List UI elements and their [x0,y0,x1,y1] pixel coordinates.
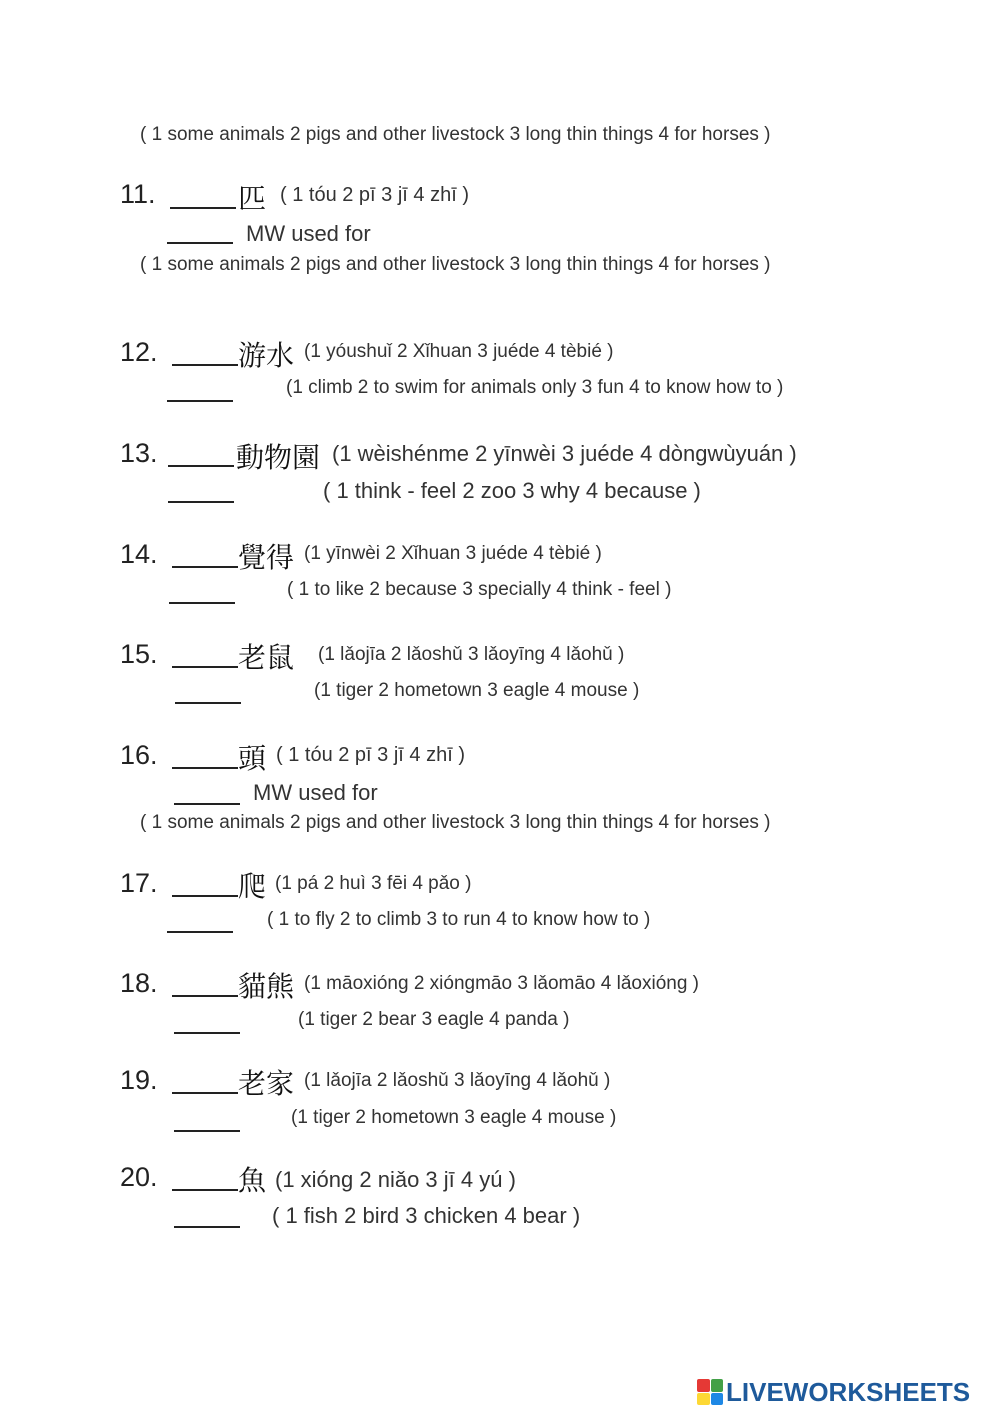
meaning-options: ( 1 some animals 2 pigs and other livestock 3 long thin things 4 for horses ) [140,254,771,275]
question-number: 12. [120,337,158,367]
question-number: 18. [120,968,158,998]
pinyin-options: (1 lǎojīa 2 lǎoshǔ 3 lǎoyīng 4 lǎohǔ ) [318,644,625,665]
answer-blank[interactable] [172,364,238,366]
pinyin-options: (1 māoxióng 2 xióngmāo 3 lǎomāo 4 lǎoxióng ) [304,973,700,994]
meaning-answer-blank[interactable] [169,602,235,604]
question-number: 11. [120,179,156,209]
meaning-answer-blank[interactable] [168,501,234,503]
question-number: 17. [120,868,158,898]
question-number: 15. [120,639,158,669]
meaning-options: (1 tiger 2 bear 3 eagle 4 panda ) [298,1009,570,1030]
question-number: 19. [120,1065,158,1095]
answer-blank[interactable] [168,465,234,467]
logo-text: LIVEWORKSHEETS [726,1376,971,1407]
question-characters: 動物園 [236,441,321,474]
answer-blank[interactable] [172,566,238,568]
pinyin-options: (1 yóushuǐ 2 Xǐhuan 3 juéde 4 tèbié ) [304,341,614,362]
question-number: 20. [120,1162,158,1192]
question-characters: 游水 [238,339,295,372]
answer-blank[interactable] [172,1189,238,1191]
answer-blank[interactable] [172,1092,238,1094]
answer-blank[interactable] [170,207,236,209]
answer-blank[interactable] [172,767,238,769]
question-number: 13. [120,438,158,468]
question-number: 14. [120,539,158,569]
question-characters: 爬 [238,870,267,903]
liveworksheets-logo[interactable] [697,1377,970,1407]
meaning-answer-blank[interactable] [174,1130,240,1132]
meaning-options: ( 1 fish 2 bird 3 chicken 4 bear ) [272,1203,581,1228]
pinyin-options: ( 1 tóu 2 pī 3 jī 4 zhī ) [280,184,469,206]
question-characters: 覺得 [238,541,295,574]
meaning-answer-blank[interactable] [167,400,233,402]
meaning-answer-blank[interactable] [167,931,233,933]
question-number: 16. [120,740,158,770]
meaning-options: ( 1 some animals 2 pigs and other livestock 3 long thin things 4 for horses ) [140,812,771,833]
meaning-answer-blank[interactable] [174,1032,240,1034]
meaning-options: ( 1 think - feel 2 zoo 3 why 4 because ) [323,478,701,503]
meaning-options: (1 tiger 2 hometown 3 eagle 4 mouse ) [291,1107,617,1128]
liveworksheets-logo-icon [697,1379,723,1405]
pinyin-options: (1 lǎojīa 2 lǎoshǔ 3 lǎoyīng 4 lǎohǔ ) [304,1070,611,1091]
meaning-options: (1 tiger 2 hometown 3 eagle 4 mouse ) [314,680,640,701]
meaning-answer-blank[interactable] [174,1226,240,1228]
answer-blank[interactable] [172,995,238,997]
meaning-answer-blank[interactable] [167,242,233,244]
question-characters: 老家 [238,1067,295,1100]
pinyin-options: (1 xióng 2 niǎo 3 jī 4 yú ) [275,1167,516,1192]
mw-label: MW used for [253,780,378,805]
meaning-options: ( 1 to fly 2 to climb 3 to run 4 to know how to ) [267,909,651,930]
pinyin-options: (1 yīnwèi 2 Xǐhuan 3 juéde 4 tèbié ) [304,543,602,564]
question-characters: 魚 [238,1164,267,1197]
answer-blank[interactable] [172,895,238,897]
question-characters: 貓熊 [238,970,295,1003]
meaning-options: ( 1 to like 2 because 3 specially 4 think - feel ) [287,579,672,600]
pinyin-options: (1 wèishénme 2 yīnwèi 3 juéde 4 dòngwùyuán ) [332,441,797,466]
meaning-answer-blank[interactable] [174,803,240,805]
answer-blank[interactable] [172,666,238,668]
question-characters: 老鼠 [238,641,295,674]
question-characters: 頭 [238,742,267,775]
header-options: ( 1 some animals 2 pigs and other livestock 3 long thin things 4 for horses ) [140,124,771,145]
pinyin-options: ( 1 tóu 2 pī 3 jī 4 zhī ) [276,744,465,766]
meaning-options: (1 climb 2 to swim for animals only 3 fun 4 to know how to ) [286,377,784,398]
question-characters: 匹 [238,182,267,215]
pinyin-options: (1 pá 2 huì 3 fēi 4 pǎo ) [275,873,472,894]
meaning-answer-blank[interactable] [175,702,241,704]
mw-label: MW used for [246,221,371,246]
